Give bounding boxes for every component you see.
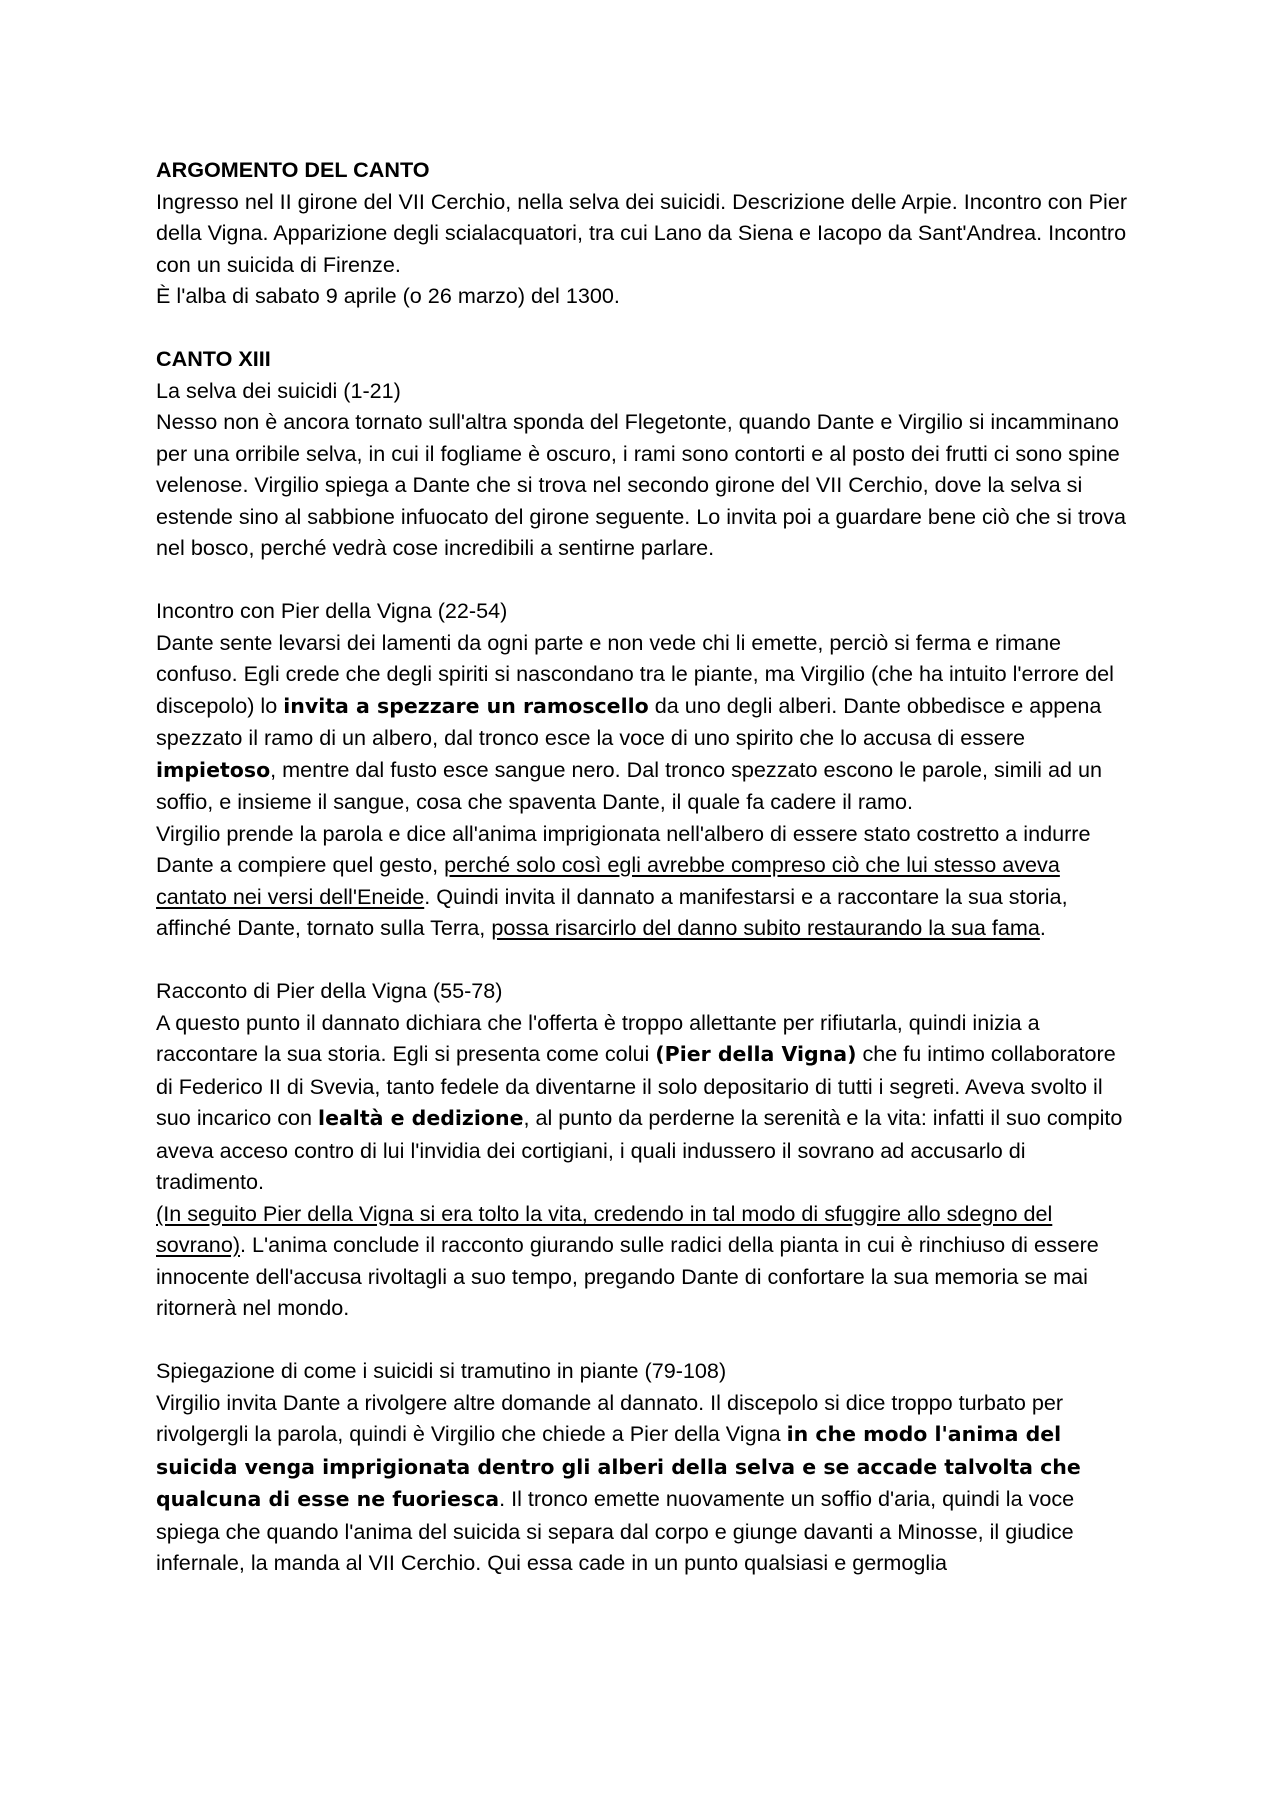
selva-title: La selva dei suicidi (1-21) [156,377,401,403]
text-run: A questo punto il dannato dichiara che l'offerta è troppo allettante per rifiutarla, quindi inizia a raccontare la sua storia. Egli si presenta come colui [156,1009,1040,1066]
bold-text: invita a spezzare un ramoscello [283,693,649,718]
text-run: che fu intimo collaboratore di Federico II di Svevia, tanto fedele da diventarne il solo depositario di tutti i segreti. Aveva svolto il suo incarico con [156,1041,1116,1130]
spiegazione-title: Spiegazione di come i suicidi si tramutino in piante (79-108) [156,1358,727,1383]
incontro-section [156,595,1136,944]
selva-section [156,375,1136,564]
bold-text: in che modo l'anima del suicida venga imprigionata dentro gli alberi della selva e se accade talvolta che qualcuna di esse ne fuoriesca [156,1422,1081,1511]
bold-text: impietoso [156,757,271,782]
argomento-summary: Ingresso nel II girone del VII Cerchio, nella selva dei suicidi. Descrizione delle Arpie. Incontro con Pier della Vigna. Apparizione degli scialacquatori, tra cui Lano da Siena e Iacopo da Sant'Andrea. Incontro con un suicida di Firenze. [156,188,1128,277]
underlined-text: perché solo così egli avrebbe compreso ciò che lui stesso aveva cantato nei versi dell'Eneide [156,852,1060,909]
text-run: da uno degli alberi. Dante obbedisce e appena spezzato il ramo di un albero, dal tronco esce la voce di uno spirito che lo accusa di essere [156,692,1102,750]
racconto-paragraph-2 [156,1198,1136,1324]
text-run: Dante sente levarsi dei lamenti da ogni parte e non vede chi li emette, perciò si ferma e rimane confuso. Egli crede che degli spiriti si nascondano tra le piante, ma Virgilio (che ha intuito l'errore del discepolo) lo [156,629,1114,718]
text-run: . L'anima conclude il racconto giurando sulle radici della pianta in cui è rinchiuso di essere innocente dell'accusa rivoltagli a suo tempo, pregando Dante di confortare la sua memoria se mai ritornerà nel mondo. [156,1232,1099,1320]
bold-text: (Pier della Vigna) [655,1042,857,1066]
text-run: , al punto da perderne la serenità e la vita: infatti il suo compito aveva acceso contro di lui l'invidia dei cortigiani, i quali indussero il sovrano ad accusarlo di tradimento. [156,1105,1123,1194]
text-run: , mentre dal fusto esce sangue nero. Dal tronco spezzato escono le parole, simili ad un soffio, e insieme il sangue, cosa che spaventa Dante, il quale fa cadere il ramo. [156,756,1102,814]
text-run: Virgilio invita Dante a rivolgere altre domande al dannato. Il discepolo si dice troppo turbato per rivolgergli la parola, quindi è Virgilio che chiede a Pier della Vigna [156,1389,1064,1446]
canto-heading: CANTO XIII [156,346,271,371]
spiegazione-paragraph [156,1387,1136,1579]
argomento-section [156,154,1136,312]
canto-heading-section [156,343,1136,375]
text-run: Virgilio prende la parola e dice all'anima imprigionata nell'albero di essere stato costretto a indurre Dante a compiere quel gesto, [156,820,1091,877]
selva-paragraph: Nesso non è ancora tornato sull'altra sponda del Flegetonte, quando Dante e Virgilio si incamminano per una orribile selva, in cui il fogliame è oscuro, i rami sono contorti e al posto dei frutti ci sono spine velenose. Virgilio spiega a Dante che si trova nel secondo girone del VII Cerchio, dove la selva si estende sino al sabbione infuocato del girone seguente. Lo invita poi a guardare bene ciò che si trova nel bosco, perché vedrà cose incredibili a sentirne parlare. [156,409,1126,560]
document-page [156,154,1136,1610]
underlined-text: possa risarcirlo del danno subito restaurando la sua fama [491,915,1040,940]
racconto-section [156,975,1136,1324]
text-run: . [1039,915,1046,940]
racconto-title: Racconto di Pier della Vigna (55-78) [156,978,503,1003]
incontro-title: Incontro con Pier della Vigna (22-54) [156,598,508,623]
text-run: . Quindi invita il dannato a manifestarsi e a raccontare la sua storia, affinché Dante, tornato sulla Terra, [156,883,1068,940]
racconto-paragraph-1 [156,1007,1136,1198]
bold-text: lealtà e dedizione [318,1106,524,1130]
text-run: . Il tronco emette nuovamente un soffio d'aria, quindi la voce spiega che quando l'anima del suicida si separa dal corpo e giunge davanti a Minosse, il giudice infernale, la manda al VII Cerchio. Qui essa cade in un punto qualsiasi e germoglia [156,1486,1075,1575]
incontro-paragraph-2 [156,818,1136,944]
underlined-text: (In seguito Pier della Vigna si era tolto la vita, credendo in tal modo di sfuggire allo sdegno del sovrano) [156,1200,1053,1257]
argomento-date: È l'alba di sabato 9 aprile (o 26 marzo) del 1300. [156,283,620,308]
argomento-heading: ARGOMENTO DEL CANTO [156,157,430,182]
incontro-paragraph-1 [156,627,1136,818]
spiegazione-section [156,1355,1136,1579]
